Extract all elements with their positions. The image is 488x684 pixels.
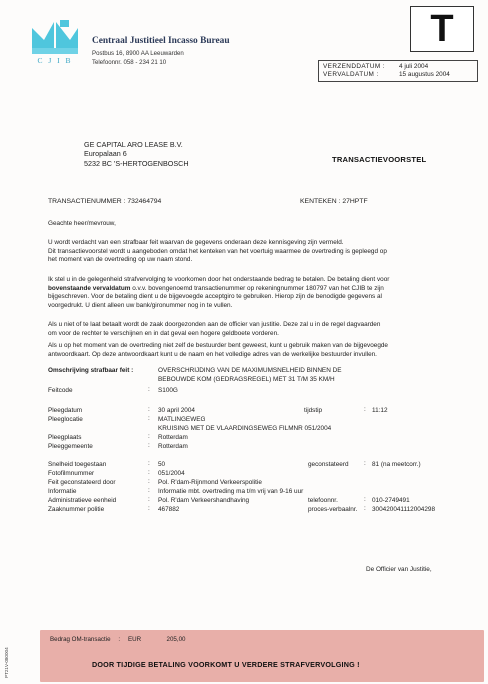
colon: : — [148, 442, 150, 449]
greeting: Geachte heer/mevrouw, — [48, 220, 116, 227]
paragraph-line: Als u op het moment van de overtreding niet zelf de bestuurder bent geweest, kunt u gebruik maken van de bijgevoegde — [48, 342, 388, 349]
paragraph-1 — [48, 239, 454, 265]
paragraph-line: om voor de rechter te verschijnen en in dat geval een hogere geldboete vorderen. — [48, 329, 279, 337]
corner-letter: T — [430, 8, 454, 50]
police-case-label: Zaaknummer politie — [48, 506, 105, 513]
transaction-number — [48, 198, 161, 205]
measured-speed-label: geconstateerd — [308, 461, 349, 468]
feitcode-label: Feitcode — [48, 387, 73, 394]
transaction-number-label: TRANSACTIENUMMER : — [48, 198, 126, 205]
observed-by-value: Pol. R'dam-Rijnmond Verkeerspolitie — [158, 479, 262, 486]
city-value: Rotterdam — [158, 434, 188, 441]
signature-line: De Officier van Justitie, — [366, 566, 432, 573]
paragraph-line: antwoordkaart. Op deze antwoordkaart kunt u de naam en het volledige adres van de werkelijke bestuurder invullen. — [48, 350, 377, 358]
municipality-label: Pleeggemeente — [48, 443, 93, 450]
colon: : — [148, 487, 150, 494]
paragraph-line: Als u niet of te laat betaalt wordt de zaak doorgezonden aan de officier van justitie. Deze zal u in de regel dagvaarden — [48, 321, 381, 328]
address-line: Postbus 16, 8900 AA Leeuwarden — [92, 50, 184, 57]
description-line: BEBOUWDE KOM (GEDRAGSREGEL) MET 31 T/M 35 KM/H — [158, 376, 335, 383]
colon: : — [148, 433, 150, 440]
payment-amount-row — [50, 636, 185, 643]
recipient-name: GE CAPITAL ARO LEASE B.V. — [84, 140, 183, 149]
municipality-value: Rotterdam — [158, 443, 188, 450]
recipient-address — [84, 140, 189, 168]
sent-date-label: VERZENDDATUM : — [323, 63, 385, 70]
paragraph-2 — [48, 276, 454, 311]
logo-text: C J I B — [37, 56, 73, 65]
corner-letter-box — [410, 6, 474, 52]
payment-bar — [40, 630, 484, 682]
document-title: TRANSACTIEVOORSTEL — [332, 155, 427, 164]
description-line: OVERSCHRIJDING VAN DE MAXIMUMSNELHEID BINNEN DE — [158, 367, 342, 374]
speed-limit-label: Snelheid toegestaan — [48, 461, 107, 468]
recipient-street: Europalaan 6 — [84, 149, 127, 159]
date-box — [318, 60, 478, 82]
payment-amount: 205,00 — [166, 636, 186, 643]
photo-film-label: Fotofilmnummer — [48, 470, 95, 477]
time-value: 11:12 — [372, 407, 388, 414]
bold-word: vervaldatum — [92, 284, 131, 292]
colon: : — [148, 386, 150, 393]
colon: : — [148, 505, 150, 512]
observed-by-label: Feit geconstateerd door — [48, 479, 116, 486]
recipient-city: 5232 BC 'S-HERTOGENBOSCH — [84, 158, 189, 168]
paragraph-fragment: o.v.v. bovengenoemd transactienummer op rekeningnummer 180797 van het CJIB te zijn — [132, 284, 384, 292]
phone-line: Telefoonnr. 058 - 234 21 10 — [92, 58, 167, 66]
phone-label: telefoonnr. — [308, 497, 338, 504]
date-value: 30 april 2004 — [158, 407, 195, 414]
bold-word: bovenstaande — [48, 284, 91, 292]
payment-label: Bedrag OM-transactie — [50, 636, 111, 643]
feitcode-value: S100G — [158, 387, 178, 394]
colon: : — [364, 496, 366, 503]
colon: : — [364, 406, 366, 413]
colon: : — [148, 460, 150, 467]
colon: : — [364, 505, 366, 512]
colon: : — [148, 478, 150, 485]
license-plate-value: 27HPTF — [342, 198, 368, 205]
description-label: Omschrijving strafbaar feit : — [48, 367, 134, 374]
info-label: Informatie — [48, 488, 77, 495]
date-label: Pleegdatum — [48, 407, 83, 414]
paragraph-line: U wordt verdacht van een strafbaar feit waarvan de gegevens onderaan deze kennisgeving zijn vermeld. — [48, 239, 344, 246]
info-value: Informatie mbt. overtreding ma t/m vrij van 9-16 uur — [158, 488, 304, 495]
colon: : — [148, 496, 150, 503]
expiry-date-label: VERVALDATUM : — [323, 71, 379, 79]
report-number-label: proces-verbaalnr. — [308, 506, 358, 513]
measured-speed-value: 81 (na meetcorr.) — [372, 461, 421, 468]
location-label: Pleeglocatie — [48, 416, 83, 423]
location-line: KRUISING MET DE VLAARDINGSEWEG FILMNR 051/2004 — [158, 425, 332, 432]
location-line: MATLINGEWEG — [158, 416, 206, 423]
org-address — [92, 50, 184, 68]
colon: : — [148, 469, 150, 476]
org-name: Centraal Justitieel Incasso Bureau — [92, 36, 230, 46]
paragraph-line: bijgeschreven. Voor de betaling dient u de bijgevoegde acceptgiro te gebruiken. Hierop zijn de benodigde gegevens al — [48, 293, 382, 301]
colon: : — [148, 406, 150, 413]
time-label: tijdstip — [304, 407, 323, 414]
city-label: Pleegplaats — [48, 434, 82, 441]
transaction-number-value: 732464794 — [127, 198, 162, 205]
side-code: PT21V-080004 — [4, 647, 9, 678]
admin-unit-label: Administratieve eenheid — [48, 497, 117, 504]
paragraph-line — [48, 285, 454, 294]
paragraph-line: Ik stel u in de gelegenheid strafvervolging te voorkomen door het onderstaande bedrag te betalen. De betaling dient voor — [48, 276, 390, 283]
license-plate — [300, 198, 368, 205]
report-number-value: 300420041112004298 — [372, 506, 436, 513]
payment-currency: EUR — [128, 636, 142, 643]
speed-limit-value: 50 — [158, 461, 166, 468]
expiry-date-value: 15 augustus 2004 — [399, 71, 450, 79]
paragraph-line: het moment van de overtreding op uw naam stond. — [48, 256, 193, 264]
sent-date-value: 4 juli 2004 — [399, 63, 429, 70]
payment-warning: DOOR TIJDIGE BETALING VOORKOMT U VERDERE STRAFVERVOLGING ! — [92, 660, 360, 669]
cjib-logo — [30, 18, 80, 70]
admin-unit-value: Pol. R'dam Verkeershandhaving — [158, 497, 250, 504]
phone-value: 010-2749491 — [372, 497, 410, 504]
colon: : — [364, 460, 366, 467]
police-case-value: 467882 — [158, 506, 180, 513]
license-plate-label: KENTEKEN : — [300, 198, 341, 205]
paragraph-line: Dit transactievoorstel wordt u aangeboden omdat het kenteken van het voertuig waarmee de overtreding is gepleegd op — [48, 247, 387, 255]
paragraph-line: voorgedrukt. U dient alleen uw bank/gironummer nog in te vullen. — [48, 302, 233, 310]
colon: : — [118, 636, 121, 643]
paragraph-4 — [48, 342, 454, 359]
colon: : — [148, 415, 150, 422]
photo-film-value: 051/2004 — [158, 470, 185, 477]
paragraph-3 — [48, 321, 454, 338]
